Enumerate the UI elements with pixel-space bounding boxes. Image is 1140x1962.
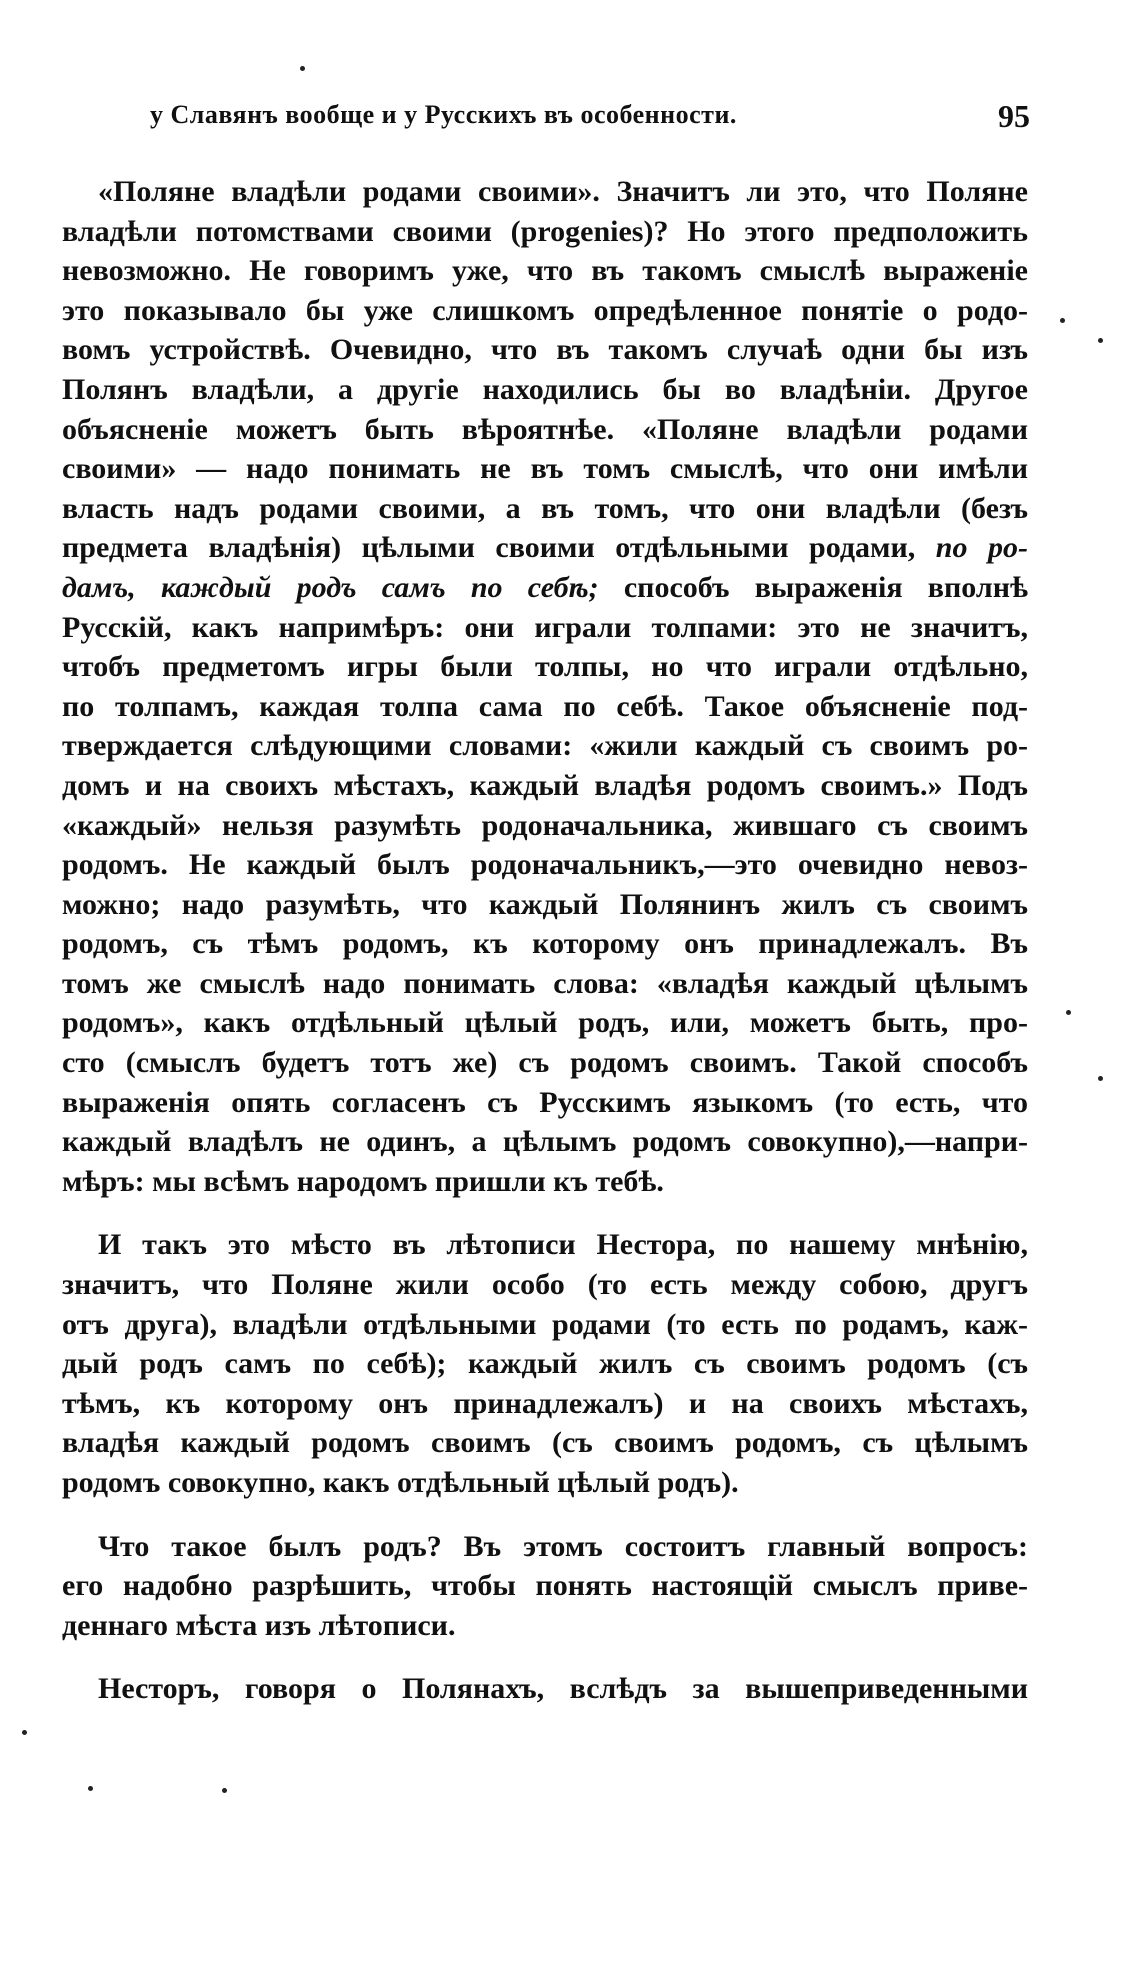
paragraph-3 — [62, 1527, 1028, 1646]
text-line: «Поляне владѣли родами своими». Значитъ ли это, что Поляне — [98, 175, 1028, 208]
text-segment: способъ выраженія вполнѣ — [598, 570, 1029, 604]
text-line: значитъ, что Поляне жили особо (то есть между собою, другъ — [62, 1268, 1028, 1302]
text-line: его надобно разрѣшить, чтобы понять настоящій смыслъ приве- — [62, 1569, 1028, 1603]
text-line: Полянъ владѣли, а другіе находились бы во владѣніи. Другое — [62, 372, 1028, 406]
running-header — [150, 100, 1030, 140]
scan-speck — [300, 66, 305, 71]
text-line: это показывало бы уже слишкомъ опредѣленное понятіе о родо- — [62, 293, 1028, 327]
text-line-with-italic — [62, 568, 1028, 608]
text-line: родомъ», какъ отдѣльный цѣлый родъ, или, можетъ быть, про- — [62, 1006, 1028, 1040]
text-line: дый родъ самъ по себѣ); каждый жилъ съ своимъ родомъ (съ — [62, 1347, 1028, 1381]
scan-speck — [222, 1788, 227, 1793]
text-line: можно; надо разумѣть, что каждый Полянинъ жилъ съ своимъ — [62, 887, 1028, 921]
text-line: Русскій, какъ напримѣръ: они играли толпами: это не значитъ, — [62, 610, 1028, 644]
text-line: деннаго мѣста изъ лѣтописи. — [62, 1608, 456, 1642]
paragraph-1 — [62, 172, 1028, 1201]
page-number: 95 — [998, 98, 1030, 134]
text-line: вомъ устройствѣ. Очевидно, что въ такомъ случаѣ одни бы изъ — [62, 333, 1028, 367]
scan-speck — [1060, 318, 1065, 323]
text-line: владѣли потомствами своими (progenies)? Но этого предположить — [62, 214, 1028, 248]
text-line: объясненіе можетъ быть вѣроятнѣе. «Поляне владѣли родами — [62, 412, 1028, 446]
text-line: выраженія опять согласенъ съ Русскимъ языкомъ (то есть, что — [62, 1085, 1028, 1119]
text-line: владѣя каждый родомъ своимъ (съ своимъ родомъ, съ цѣлымъ — [62, 1426, 1028, 1460]
text-line: И такъ это мѣсто въ лѣтописи Нестора, по нашему мнѣнію, — [98, 1228, 1028, 1262]
text-line: родомъ совокупно, какъ отдѣльный цѣлый родъ). — [62, 1466, 739, 1499]
text-line: невозможно. Не говоримъ уже, что въ такомъ смыслѣ выраженіе — [62, 254, 1028, 288]
text-line-with-italic — [62, 528, 1028, 568]
text-line: мѣръ: мы всѣмъ народомъ пришли къ тебѣ. — [62, 1164, 664, 1198]
italic-segment: дамъ, каждый родъ самъ по себѣ; — [62, 570, 599, 604]
scan-speck — [88, 1786, 93, 1791]
text-line: сто (смыслъ будетъ тотъ же) съ родомъ своимъ. Такой способъ — [62, 1046, 1028, 1080]
body-text — [62, 172, 1028, 1733]
scan-speck — [22, 1730, 27, 1735]
text-line: каждый владѣлъ не одинъ, а цѣлымъ родомъ совокупно),—напри- — [62, 1125, 1028, 1159]
running-head-title: у Славянъ вообще и у Русскихъ въ особенности. — [150, 100, 737, 129]
text-line: «каждый» нельзя разумѣть родоначальника, жившаго съ своимъ — [62, 808, 1028, 842]
text-line: тверждается слѣдующими словами: «жили каждый съ своимъ ро- — [62, 729, 1028, 763]
scan-speck — [1066, 1010, 1071, 1015]
text-line: своими» — надо понимать не въ томъ смыслѣ, что они имѣли — [62, 452, 1028, 486]
text-line: по толпамъ, каждая толпа сама по себѣ. Такое объясненіе под- — [62, 689, 1028, 723]
text-line: родомъ, съ тѣмъ родомъ, къ которому онъ принадлежалъ. Въ — [62, 927, 1028, 961]
text-line: чтобъ предметомъ игры были толпы, но что играли отдѣльно, — [62, 650, 1028, 684]
text-segment: предмета владѣнія) цѣлыми своими отдѣльными родами, — [62, 531, 916, 565]
scan-speck — [1098, 1076, 1103, 1081]
text-line: тѣмъ, къ которому онъ принадлежалъ) и на своихъ мѣстахъ, — [62, 1386, 1028, 1420]
text-line: Что такое былъ родъ? Въ этомъ состоитъ главный вопросъ: — [98, 1529, 1028, 1563]
paragraph-4 — [62, 1669, 1028, 1709]
text-line: власть надъ родами своими, а въ томъ, что они владѣли (безъ — [62, 491, 1028, 525]
scan-speck — [1098, 338, 1103, 343]
italic-segment: по ро- — [935, 531, 1028, 565]
paragraph-2 — [62, 1225, 1028, 1502]
text-line: родомъ. Не каждый былъ родоначальникъ,—это очевидно невоз- — [62, 848, 1028, 882]
text-line: отъ друга), владѣли отдѣльными родами (то есть по родамъ, каж- — [62, 1307, 1028, 1341]
text-line: домъ и на своихъ мѣстахъ, каждый владѣя родомъ своимъ.» Подъ — [62, 768, 1028, 802]
text-line: Несторъ, говоря о Полянахъ, вслѣдъ за вышеприведенными — [98, 1672, 1028, 1706]
text-line: томъ же смыслѣ надо понимать слова: «владѣя каждый цѣлымъ — [62, 966, 1028, 1000]
